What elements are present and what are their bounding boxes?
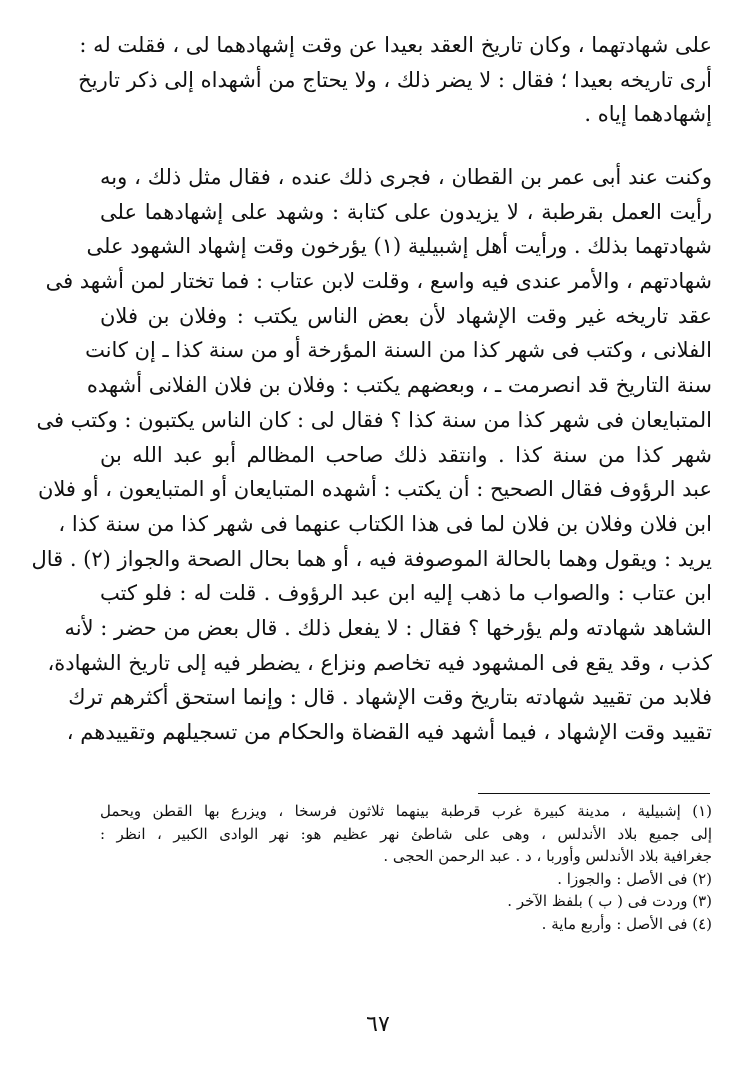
text-line: شهادتهما بذلك . ورأيت أهل إشبيلية (١) يؤرخون وقت إشهاد الشهود على [86, 234, 712, 259]
text-line: إشهادهما إياه . [584, 102, 712, 127]
footnote-line: (٤) فى الأصل : وأربع ماية . [541, 914, 712, 933]
footnote-line: (٣) وردت فى ( ب ) بلفظ الآخر . [507, 892, 712, 910]
text-line: على شهادتهما ، وكان تاريخ العقد بعيدا عن وقت إشهادهما لى ، فقلت له : [79, 33, 712, 57]
text-line: رأيت العمل بقرطبة ، لا يزيدون على كتابة : وشهد على إشهادهما على [100, 199, 712, 224]
text-line: الشاهد شهادته ولم يؤرخها ؟ فقال : لا يفعل ذلك . قال بعض من حضر : لأنه [64, 615, 712, 640]
text-line: ابن فلان وفلان بن فلان لما فى هذا الكتاب عنهما فى شهر كذا من سنة كذا ، [58, 511, 712, 536]
text-line: المتبايعان فى شهر كذا من سنة كذا ؟ فقال لى : كان الناس يكتبون : وكتب فى [36, 407, 712, 432]
text-line: عبد الرؤوف فقال الصحيح : أن يكتب : أشهده المتبايعان أو المتبايعون ، أو فلان [37, 477, 712, 502]
text-line: تقييد وقت الإشهاد ، فيما أشهد فيه القضاة والحكام من تسجيلهم وتقييدهم ، [66, 720, 712, 744]
text-line: وكنت عند أبى عمر بن القطان ، فجرى ذلك عنده ، فقال مثل ذلك ، وبه [100, 165, 712, 189]
paragraph-1 [78, 28, 712, 132]
footnote-line: (١) إشبيلية ، مدينة كبيرة غرب قرطبة بينهما ثلاثون فرسخا ، ويزرع بها القطن ويحمل [100, 802, 712, 820]
text-line: شهادتهم ، والأمر عندى فيه واسع ، وقلت لابن عتاب : فما تختار لمن أشهد فى [45, 269, 712, 294]
footnote-line: جغرافية بلاد الأندلس وأوربا ، د . عبد الرحمن الحجى . [383, 847, 712, 865]
paragraph-2 [31, 160, 712, 750]
text-line: شهر كذا من سنة كذا . وانتقد ذلك صاحب المظالم أبو عبد الله بن [100, 442, 712, 467]
footnote-line: (٢) فى الأصل : والجوزا . [557, 869, 712, 888]
text-line: يريد : ويقول وهما بالحالة الموصوفة فيه ، أو هما بحال الصحة والجواز (٢) . قال [31, 546, 712, 571]
page-number: ٦٧ [366, 1012, 390, 1037]
text-line: سنة التاريخ قد انصرمت ـ ، وبعضهم يكتب : وفلان بن فلان الفلانى أشهده [86, 373, 712, 398]
text-line: الفلانى ، وكتب فى شهر كذا من السنة المؤرخة أو من سنة كذا ـ إن كانت [85, 338, 712, 363]
text-line: أرى تاريخه بعيدا ؛ فقال : لا يضر ذلك ، ولا يحتاج من أشهداه إلى ذكر تاريخ [78, 67, 712, 92]
text-line: كذب ، وقد يقع فى المشهود فيه تخاصم ونزاع ، يضطر فيه إلى تاريخ الشهادة، [47, 650, 712, 675]
text-line: ابن عتاب : والصواب ما ذهب إليه ابن عبد الرؤوف . قلت له : فلو كتب [100, 581, 712, 606]
footnote-divider [478, 793, 710, 794]
text-line: عقد تاريخه غير وقت الإشهاد لأن بعض الناس يكتب : وفلان بن فلان [100, 303, 712, 328]
footnote-line: إلى جميع بلاد الأندلس ، وهى على شاطئ نهر عظيم هو: نهر الوادى الكبير ، انظر : [100, 824, 712, 843]
text-line: فلابد من تقييد شهادته بتاريخ وقت الإشهاد . قال : وإنما استحق أكثرهم ترك [68, 685, 712, 710]
footnotes [100, 800, 712, 935]
